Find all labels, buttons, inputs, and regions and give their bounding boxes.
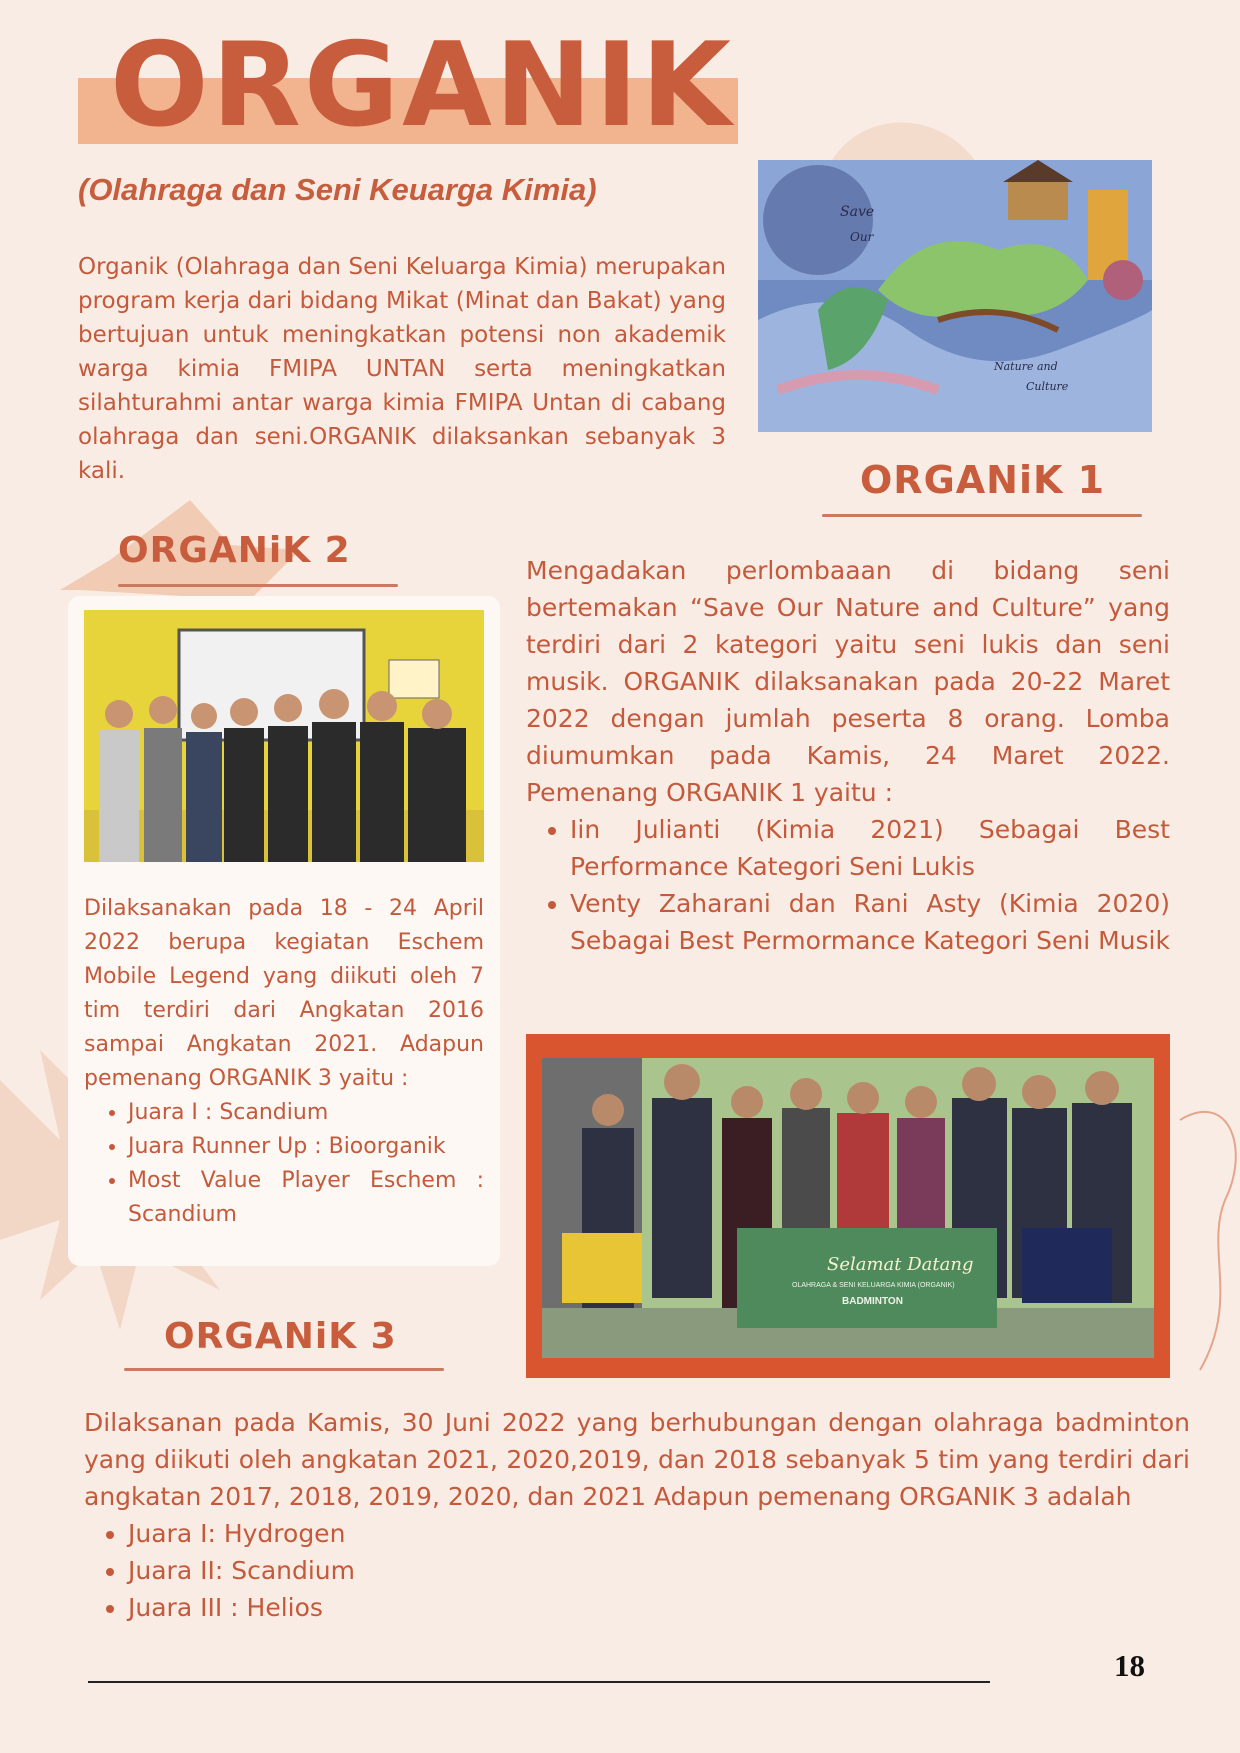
banner-line1: OLAHRAGA & SENI KELUARGA KIMIA (ORGANIK): [792, 1282, 955, 1289]
organik3-winner-item: • Juara II: Scandium: [128, 1552, 1190, 1589]
organik2-winner-item: • Juara I : Scandium: [128, 1096, 484, 1130]
page-title: ORGANIK: [110, 18, 735, 153]
organik1-title: ORGANiK 1: [860, 458, 1106, 502]
organik1-paragraph: Mengadakan perlombaaan di bidang seni bertemakan “Save Our Nature and Culture” yang terdiri dari 2 kategori yaitu seni lukis dan seni musik. ORGANIK dilaksanakan pada 20-22 Maret 2022 dengan jumlah peserta 8 orang. Lomba diumumkan pada Kamis, 24 Maret 2022. Pemenang ORGANIK 1 yaitu :: [526, 556, 1170, 807]
organik2-winner-item: • Most Value Player Eschem : Scandium: [128, 1164, 484, 1232]
organik3-section: [84, 1404, 1190, 1626]
badminton-photo-illustration: [542, 1058, 1154, 1358]
organik2-winner-item: • Juara Runner Up : Bioorganik: [128, 1130, 484, 1164]
organik3-title: ORGANiK 3: [164, 1316, 397, 1357]
banner-line2: BADMINTON: [842, 1296, 903, 1307]
organik3-winner-item: • Juara I: Hydrogen: [128, 1515, 1190, 1552]
painting-text-save: Save: [840, 204, 875, 220]
badminton-group-photo: [542, 1058, 1154, 1358]
organik2-title: ORGANiK 2: [118, 530, 351, 571]
painting-text-our: Our: [850, 230, 874, 244]
organik2-section: [84, 892, 484, 1232]
painting-text-nature: Nature and: [994, 360, 1058, 373]
group-photo-illustration: [84, 610, 484, 862]
banner-greeting: Selamat Datang: [827, 1254, 974, 1275]
intro-paragraph: Organik (Olahraga dan Seni Keluarga Kimia) merupakan program kerja dari bidang Mikat (Minat dan Bakat) yang bertujuan untuk meningkatkan potensi non akademik warga kimia FMIPA UNTAN serta meningkatkan silahturahmi antar warga kimia FMIPA Untan di cabang olahraga dan seni.ORGANIK dilaksankan sebanyak 3 kali.: [78, 254, 726, 484]
badminton-photo-frame: [526, 1034, 1170, 1378]
organik2-card: [68, 596, 500, 1266]
organik1-section: [526, 552, 1170, 959]
organik3-winner-item: • Juara III : Helios: [128, 1589, 1190, 1626]
organik3-winner-list: [84, 1515, 1190, 1626]
painting-image: [758, 160, 1152, 432]
painting-text-culture: Culture: [1026, 380, 1069, 393]
organik1-underline: [822, 514, 1142, 517]
page-subtitle: (Olahraga dan Seni Keuarga Kimia): [78, 172, 597, 207]
painting-illustration: [758, 160, 1152, 432]
organik1-winner-item: • Venty Zaharani dan Rani Asty (Kimia 2020) Sebagai Best Permormance Kategori Seni Musik: [570, 885, 1170, 959]
organik3-paragraph: Dilaksanan pada Kamis, 30 Juni 2022 yang berhubungan dengan olahraga badminton yang diikuti oleh angkatan 2021, 2020,2019, dan 2018 sebanyak 5 tim yang terdiri dari angkatan 2017, 2018, 2019, 2020, dan 2021 Adapun pemenang ORGANIK 3 adalah: [84, 1408, 1190, 1511]
page-number: 18: [1114, 1648, 1145, 1683]
organik2-paragraph: Dilaksanakan pada 18 - 24 April 2022 berupa kegiatan Eschem Mobile Legend yang diikuti oleh 7 tim terdiri dari Angkatan 2016 sampai Angkatan 2021. Adapun pemenang ORGANIK 3 yaitu :: [84, 896, 484, 1091]
organik1-winner-list: [526, 811, 1170, 959]
organik1-winner-item: • Iin Julianti (Kimia 2021) Sebagai Best Performance Kategori Seni Lukis: [570, 811, 1170, 885]
footer-rule: [88, 1681, 990, 1683]
organik2-underline: [118, 584, 398, 587]
organik2-group-photo: [84, 610, 484, 862]
organik3-underline: [124, 1368, 444, 1371]
organik2-winner-list: [84, 1096, 484, 1232]
